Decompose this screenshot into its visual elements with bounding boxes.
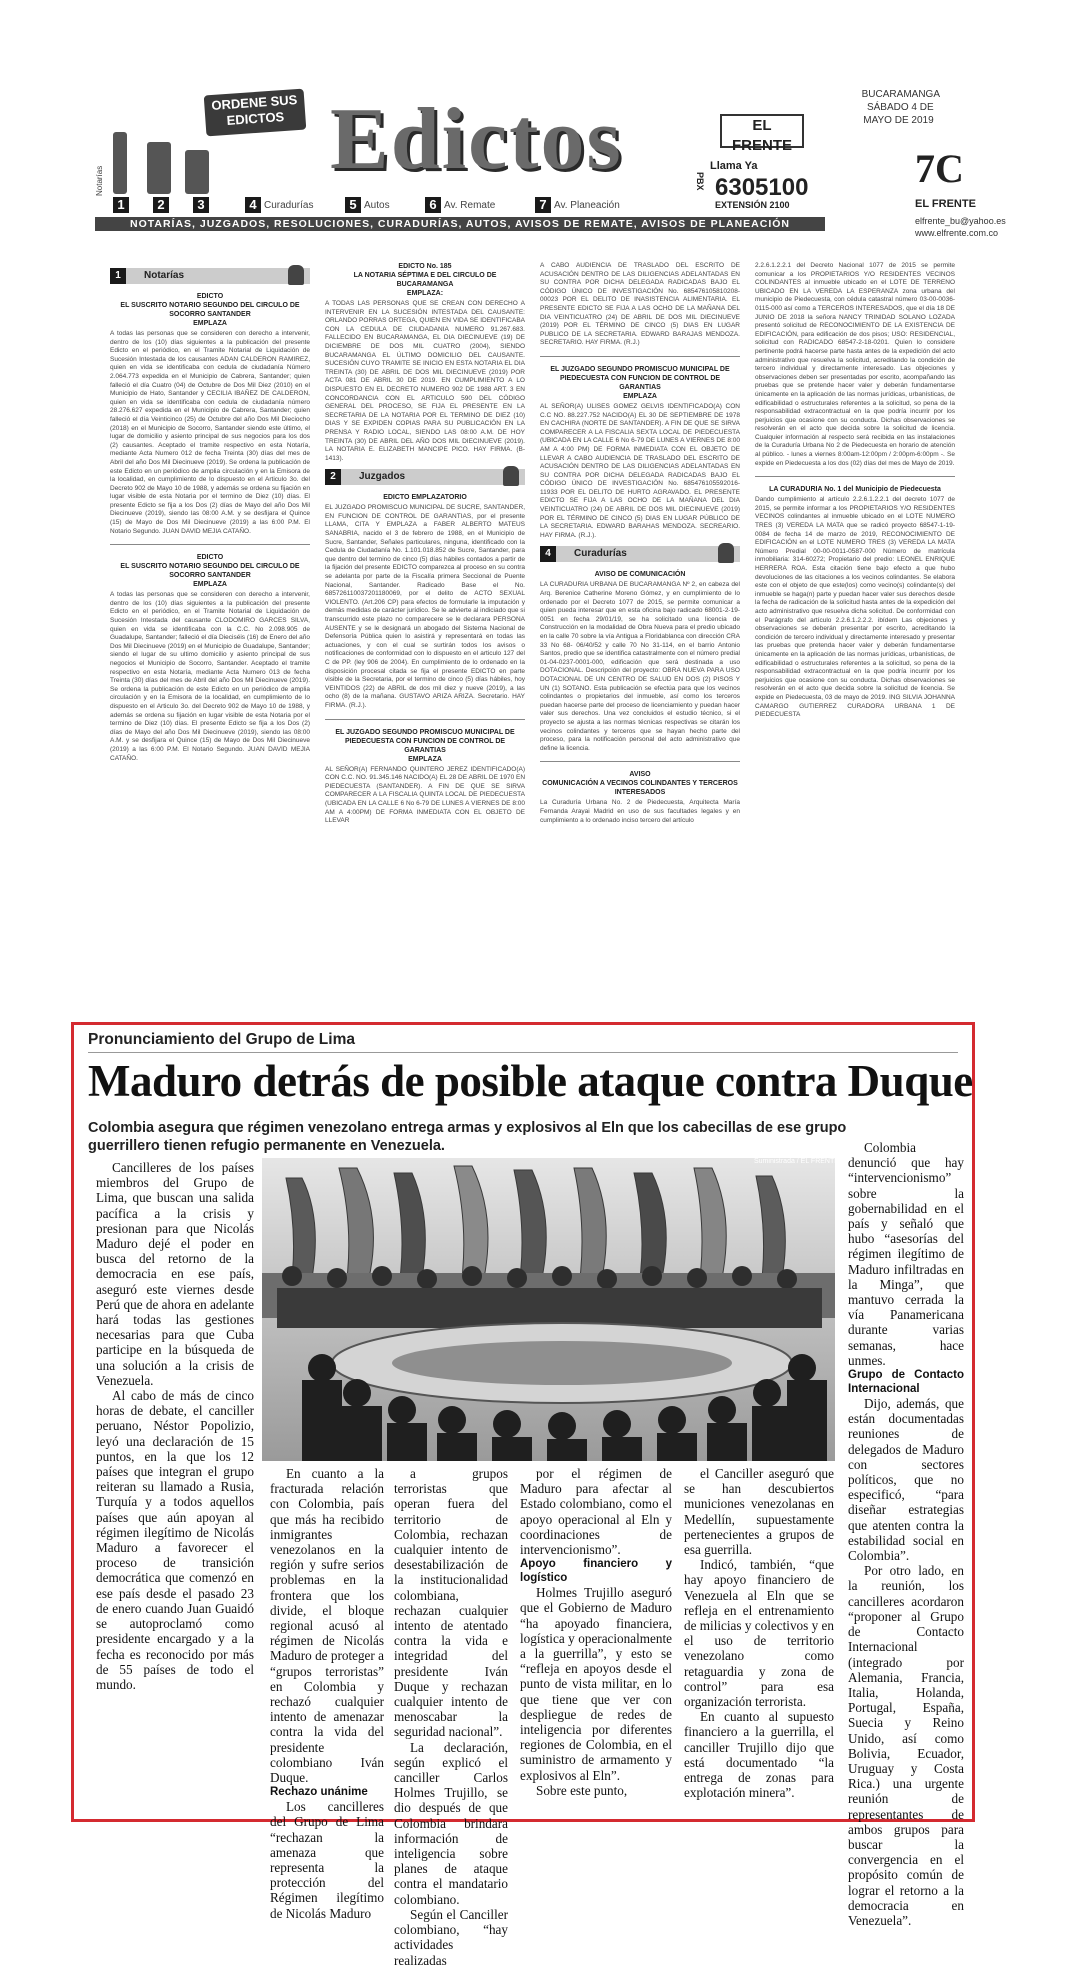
notices-column-3 bbox=[540, 262, 740, 1014]
notices-column-1 bbox=[110, 262, 310, 1014]
judge-icon bbox=[503, 466, 519, 486]
article-kicker: Pronunciamiento del Grupo de Lima bbox=[88, 1031, 355, 1048]
notice-body: EL JUZGADO PROMISCUO MUNICIPAL DE SUCRE, SANTANDER, EN FUNCION DE CONTROL DE GARANTIAS, por el presente LLAMA, CITA Y EMPLAZA a FABER ALBERTO MATEUS SANABRIA, nacido el 3 de febrero de 1988, en el Municipio de Sucre, Santander, Señales particulares, ninguna, identificado con la Cedula de Ciudadanía No. 1.101.018.852 de Sucre, Santander, para que dentro del termino de cinco (5) días hábiles contados a partir de la fijación del presente EDICTO comparezca al proceso en su contra se adelanta por parte de la Fiscalía primera Seccional de Puente Nacional, Santander. Radicado Base el No. 685726110037201180069, por el delito de ACTO SEXUAL VIOLENTO. (Art.206 CP) para efectos de formularle la imputación y demás medidas de carácter jurídico. Se le advierte al indiciado que si transcurrido este plazo no comparecere se le declarara PERSONA AUSENTE y se le designará un abogado del Sistema Nacional de Defensoría Pública quien lo asistirá y representará en todas las actuaciones, y con el cual se surtirán todos los avisos o notificaciones de conformidad con lo dispuesto en el articulo 127 del C de PP. (ley 906 de 2004). En cumplimiento de lo ordenado en la disposición procesal citada se fija el presente EDICTO en parte visible de la Secretaria, por el termino de cinco (5) días hábiles, hoy VEINTIDOS (22) de ABRIL de dos mil diez y nueve (2019), a las ocho (8) de la mañana. GUSTAVO ARIZA ARIZA. Secretario. HAY FIRMA. (R.J.). bbox=[325, 504, 525, 709]
paragraph: Cancilleres de los países miembros del Grupo de Lima, que buscan una salida pacífica a la crisis y presionan para que Nicolás Maduro dejé el poder en busca del retorno de la democracia en ese país, aseguró este viernes desde Perú que de ahora en adelante hará todas las gestiones necesarias para que Cuba participe en la búsqueda de una solución a la crisis de Venezuela. bbox=[96, 1160, 254, 1388]
notice-body: AL SEÑOR(A) ULISES GOMEZ GELVIS IDENTIFICADO(A) CON C.C NO. 88.227.752 NACIDO(A) EL 30 DE SEPTIEMBRE DE 1978 EN CACHIRA (NORTE DE SANTANDER). A FIN DE QUE SE SIRVA COMPARECER A LA FISCALIA SEXTA LOCAL DE PIEDECUESTA (UBICADA EN LA CALLE 6 No 6-79 DE LUNES A VIERNES DE 8:00 AM A 4:00 PM) DE FORMA INMEDIATA CON EL OBJETO DE LLEVAR A CABO AUDIENCIA DE TRASLADO DEL ESCRITO DE ACUSACIÓN DENTRO DE LAS DILIGENCIAS ADELANTADAS EN SU CONTRA POR DICHA DELEGADA RADICADAS BAJO EL CÓDIGO ÚNICO DE INVESTIGACIÓN No. 685476105592016-11933 POR EL DELITO DE HURTO AGRAVADO. EL PRESENTE EDICTO SE FIJA A LAS OCHO DE LA MAÑANA DEL DIA VEINTICUATRO (24) DE ABRIL DE DOS MIL DIECINUEVE (2019) POR EL TÉRMINO DE CINCO (5) DIAS EN LUGAR PÚBLICO DE LA SECRETARIA. EDWARD BARAHAS MENDOZA. SECREARIO. HAY FIRMA. (R.J.). bbox=[540, 402, 740, 539]
notice-body: A TODAS LAS PERSONAS QUE SE CREAN CON DERECHO A INTERVENIR EN LA SUCESIÓN INTESTADA DEL CAUSANTE: ORLANDO PORRAS ORTEGA, QUIEN EN VIDA SE IDENTIFICABA CON LA CEDULA DE CIUDADANIA NUMERO 91.267.683. FALLECIDO EN BUCARAMANGA, EL DIA DIECINUEVE (19) DE DICIEMBRE DE DOS MIL CUATRO (2004), SIENDO BUCARAMANGA EL ÚLTIMO DOMICILIO DEL CAUSANTE. SUCESIÓN CUYO TRAMITE SE INICIO EN ESTA NOTARIA EL DIA TREINTA (30) DE ABRIL DE DOS MIL DIECINUEVE (2019) POR ACTA 081 DE ABRIL 30 DE 2019. EN CUMPLIMIENTO A LO DISPUESTO EN EL DECRETO NUMERO 902 DE 1988 ART. 3 EN CONCORDANCIA CON EL ARTICULO 590 DEL CÓDIGO GENERAL DEL PROCESO, SE FIJA EL PRESENTE EN LA SECRETARIA DE LA NOTARIA POR EL TERMINO DE DIEZ (10) DIAS Y SE EXPIDEN COPIAS PARA SU PUBLICACIÓN EN LA PRENSA Y RADIO LOCAL, SIENDO LAS 08:00 A.M. DE HOY TREINTA (30) DE ABRIL DEL AÑO DOS MIL DIECINUEVE (2019). LA NOTARIA E. ELIZABETH MANCIPE PICO. HAY FIRMA. (B-1413). bbox=[325, 300, 525, 462]
paragraph: Colombia denunció que hay “intervencionismo” sobre la gobernabilidad en el país y señaló que hubo “asesorías del régimen ilegítimo de Maduro infiltradas en la Minga”, que mantuvo cerrada la vía Panamericana durante varias semanas, hace unmes. bbox=[848, 1140, 964, 1368]
subhead: Apoyo financiero y logístico bbox=[520, 1558, 672, 1585]
notice-body: La Curaduría Urbana No. 2 de Piedecuesta, Arquitecta María Fernanda Arayai Madrid en uso de sus facultades legales y en cumplimiento a lo ordenado inciso tercero del artículo bbox=[540, 799, 740, 824]
notary-stamp-icon bbox=[288, 265, 304, 285]
el-frente-logo: EL FRENTE bbox=[720, 114, 804, 148]
city: BUCARAMANGA bbox=[861, 89, 940, 100]
phone-number: 6305100 bbox=[715, 174, 809, 201]
article-column-3 bbox=[394, 1466, 508, 1968]
notice-title: AVISO COMUNICACIÓN A VECINOS COLINDANTES Y TERCEROS INTERESADOS bbox=[542, 771, 738, 797]
paragraph: En cuanto al supuesto financiero a la guerrilla, el canciller Trujillo dijo que está documentado “la entrega de zonas para explotación minera”. bbox=[684, 1709, 834, 1801]
publication-name: EL FRENTE bbox=[915, 198, 976, 210]
article-column-1 bbox=[96, 1160, 254, 1810]
section-header-notarias: 1 Notarías bbox=[110, 268, 310, 284]
notice-title: EL JUZGADO SEGUNDO PROMISCUO MUNICIPAL DE PIEDECUESTA CON FUNCION DE CONTROL DE GARANTIAS EMPLAZA bbox=[335, 728, 515, 763]
contact-info bbox=[915, 215, 1006, 239]
notice-title: AVISO DE COMUNICACIÓN bbox=[594, 571, 686, 579]
article-headline: Maduro detrás de posible ataque contra Duque bbox=[88, 1056, 973, 1106]
date: SÁBADO 4 DE MAYO DE 2019 bbox=[863, 102, 934, 126]
paragraph: Por otro lado, en la reunión, los cancilleres acordaron “proponer al Grupo de Contacto Internacional (integrado por Alemania, Francia, Italia, Holanda, Portugal, España, Suecia y Reino Unido, así como Bolivia, Ecuador, Uruguay y Costa Rica.) una urgente reunión de representantes de ambos grupos para buscar la convergencia en el propósito común de lograr el retorno a la democracia en Venezuela”. bbox=[848, 1563, 964, 1928]
paragraph: En cuanto a la fracturada relación con Colombia, país que más ha recibido inmigrantes venezolanos en la región y sufre serios problemas en la frontera que los divide, el bloque regional acusó al régimen de Nicolás Maduro de proteger a “grupos terroristas” en Colombia y rechazó cualquier intento de amenazar contra la vida del presidente colombiano Iván Duque. bbox=[270, 1466, 384, 1786]
category-autos: 5 Autos bbox=[345, 196, 390, 214]
category-planeacion: 7 Av. Planeación bbox=[535, 196, 620, 214]
paragraph: el Canciller aseguró que se han descubiertos municiones venezolanas en Medellín, supuestamente pertenecientes a grupos de esa guerrilla. bbox=[684, 1466, 834, 1558]
call-label: Llama Ya bbox=[710, 160, 758, 172]
notice-title: EDICTO EL SUSCRITO NOTARIO SEGUNDO DEL CIRCULO DE SOCORRO SANTANDER EMPLAZA bbox=[120, 554, 300, 589]
category-remate: 6 Av. Remate bbox=[425, 196, 495, 214]
paragraph: La declaración, según explicó el canciller Carlos Holmes Trujillo, se dio después de que Colombia brindara información de inteligencia sobre planes de ataque contra el mandatario colombiano. bbox=[394, 1739, 508, 1907]
email-link[interactable]: elfrente_bu@yahoo.es bbox=[915, 216, 1006, 226]
category-resoluciones: 3 bbox=[193, 196, 212, 214]
photo-credit: Suministrada / EL FRENTE bbox=[754, 1158, 839, 1165]
notice-body: A todas las personas que se consideren con derecho a intervenir, dentro de los (10) días siguientes a la publicación del presente Edicto en el periódico, en el Tramite Notarial de Liquidación de Sucesión Intestada de los causantes ADAN CALDERON RAMIREZ, quien en vida se identificaba con cedula de ciudadanía Número 2.064.773 expedida en el Municipio de Cabrera, Santander; quien falleció el día Cuatro (04) de Octubre de Dos Mil Diez (2010) en el Municipio de Hato, Santander y CECILIA IBAÑEZ DE CALDERON, quien en vida se identificaba con cedula de ciudadanía número 28.276.627 expedida en el Municipio de Cabrera, Santander; quien falleció el día Veinticinco (25) de Octubre del año Dos Mil Dieciocho (2018) en el Municipio de Socorro, Santander siendo este último, el lugar de domicilio y asiento principal de sus negocios para los dos (2) causantes. Aceptado el tramite respectivo en esta Notaría, mediante Acta Numero 012 de fecha Treinta (30) días del mes de Abril del año Dos Mil Diecinueve (2019). Se ordena la publicación de este Edicto en un periódico de amplia circulación y en la Emisora de la localidad, en cumplimiento de lo dispuesto en el Articulo 3o. del Decreto 902 de Mayo 10 de 1988, y además se ordena su fijación en lugar visible de esta Notaria por el termino de Diez (10) días. El presente Edicto se fija a los Dos (2) días de Mayo del año Dos Mil Diecinueve (2019), siendo las 08:00 A.M. y se desfijara el Quince (15) de Mayo de Dos Mil Diecinueve (2019) a las 6:00 P.M. El Notario Segundo. JUAN DAVID MEJIA CATAÑO. bbox=[110, 330, 310, 535]
page-number: 7C bbox=[915, 146, 964, 191]
notice-body: Dando cumplimiento al artículo 2.2.6.1.2.2.1 del decreto 1077 de 2015, se permite informar a los PROPIETARIOS Y/O RESIDENTES VECINOS colindantes al inmueble ubicado en el LOTE NUMERO TRES (3) VEREDA LA MATA que se radicó proyecto 68547-1-19-0084 de fecha 14 de marzo de 2019, RECONOCIMIENTO DE EDIFICACIÓN en el LOTE NUMERO TRES (3) VEREDA LA MATA Número Predial 00-00-0011-0587-000 Número de matrícula inmobiliaria: 314-60272; Propietario del predio: LEONEL ENRIQUE HERRERA ROA. Esta citación tiene bajo efecto a que hubo devoluciones de las citaciones a los vecinos colindantes. Se elabora este con el objeto de que este(los) como vecino(s) colindante(s) del inmueble se haga(n) parte y puedan hacer valer sus derechos desde la fecha de radicación de la solicitud hasta antes de la expedición del acto administrativo que resuelva dicha solicitud. De conformidad con el Parágrafo del artículo 2.2.6.1.2.2.2. ibídem Las objeciones y observaciones se deberán presentar por escrito, acreditando la condición de tercero individual y directamente interesado y presentar las pruebas que pretenda hacer valer y deberán fundamentarse únicamente en la aplicación de las normas jurídicas, urbanísticas, de edificabilidad o estructurales referentes a la solicitud, so pena de la responsabilidad extracontractual en la que podría incurrir por los perjuicios que ocasione con su conducta. Dichas observaciones se resolverán en el acto que decida sobre la solicitud de licencia. Se expide en Piedecuesta, 03 de mayo de 2019. ING SILVIA JOHANNA CAMARGO GUTIERREZ CURADORA URBANA 1 DE PIEDECUESTA bbox=[755, 496, 955, 719]
notice-body: AL SEÑOR(A) FERNANDO QUINTERO JEREZ IDENTIFICADO(A) CON C.C. NO. 91.345.146 NACIDO(A) EL 28 DE ABRIL DE 1970 EN PIEDECUESTA (SANTANDER). A FIN DE QUE SE SIRVA COMPARECER A LA FISCALIA QUINTA LOCAL DE PIEDECUESTA (UBICADA EN LA CALLE 6 No 6-79 DE LUNES A VIERNES DE 8:00 AM A 4:00PM) DE FORMA INMEDIATA CON EL OBJETO DE LLEVAR bbox=[325, 765, 526, 825]
order-edicts-badge: ORDENE SUS EDICTOS bbox=[204, 89, 307, 137]
notice-body: 2.2.6.1.2.2.1 del Decreto Nacional 1077 de 2015 se permite comunicar a los PROPIETARIOS Y/O RESIDENTES VECINOS COLINDANTES al inmueble ubicado en el LOTE DE TERRENO UBICADO EN LA VEREDA LA ESPERANZA zona urbana del municipio de Piedecuesta, con cédula catastral número 03-00-0036-0115-000 así como a TERCEROS INTERESADOS, que el día 18 DE JUNIO DE 2018 la señora NANCY TRINIDAD SOLANO LOZADA presentó solicitud de RECONOCIMIENTO DE LA EXISTENCIA DE EDIFICACIÓN, para edificación de dos pisos; USO: RESIDENCIAL, solicitud con RADICADO 68547-2-18-0201. Quien lo considere pertinente podrá hacerse parte hasta antes de la expedición del acto administrativo que resuelva la solicitud, acreditando la condición de tercero individual y directamente interesado. Las objeciones y observaciones deben ser presentadas por escrito, acompañando las pruebas que se pretende hacer valer y deberán fundamentarse únicamente en la aplicación de las normas jurídicas, urbanísticas, de edificabilidad o estructurales referentes a la solicitud, so pena de la responsabilidad extracontractual en la que podría incurrir por los perjuicios que ocasione con su conducta. Dichas observaciones se resolverán en el acto que decida sobre la solicitud de licencia. Cualquier información al respecto será recibida en las instalaciones de la Curaduría Urbana No 2 de Piedecuesta en horario de atención al público. - lunes a viernes 8:00am-12:00pm / 2:00pm-6:00pm -. Se expide en Piedecuesta a los dos (02) días del mes de Mayo de 2019. bbox=[755, 262, 955, 467]
paragraph: a grupos terroristas que operan fuera del territorio de Colombia, rechazan cualquier intento de desestabilización de la institucionalidad colombiana, rechazan cualquier intento de atentado contra la vida e integridad del presidente Iván Duque y rechazan cualquier intento de menoscabar la seguridad nacional”. bbox=[394, 1466, 508, 1740]
notarias-vertical-label: Notarías bbox=[95, 165, 104, 196]
paragraph: Holmes Trujillo aseguró que el Gobierno de Maduro “ha apoyado financiera, logística y operacionalmente a la guerrilla”, y esto se “refleja en apoyos desde el punto de vista militar, en lo que tiene que ver con despliegue de redes de inteligencia por diferentes regiones de Colombia, en el suministro de armamento y explosivos al Eln”. bbox=[520, 1585, 672, 1783]
paragraph: por el régimen de Maduro para afectar al Estado colombiano, como el apoyo operacional al Eln y coordinaciones de intervencionismo”. bbox=[520, 1466, 672, 1558]
section-header-curadurias: 4 Curadurías bbox=[540, 546, 740, 562]
paragraph: Según el Canciller colombiano, “hay actividades realizadas bbox=[394, 1906, 508, 1968]
subhead: Grupo de Contacto Internacional bbox=[848, 1369, 964, 1396]
category-notarias: 1 bbox=[113, 196, 132, 214]
paragraph: Dijo, además, que están documentadas reuniones de delegados de Maduro con sectores políticos, que no especificó, “para diseñar estrategias que atenten contra la estabilidad social en Colombia”. bbox=[848, 1396, 964, 1564]
categories-band: NOTARÍAS, JUZGADOS, RESOLUCIONES, CURADURÍAS, AUTOS, AVISOS DE REMATE, AVISOS DE PLANEACIÓN bbox=[95, 217, 825, 231]
notices-column-4 bbox=[755, 262, 955, 1014]
website-link[interactable]: www.elfrente.com.co bbox=[915, 228, 999, 238]
court-pillar-icon bbox=[147, 142, 171, 194]
notice-title: EDICTO No. 185 LA NOTARIA SÉPTIMA E DEL CIRCULO DE BUCARAMANGA EMPLAZA: bbox=[353, 263, 497, 297]
phone-extension: EXTENSIÓN 2100 bbox=[715, 200, 790, 210]
section-header-juzgados: 2 Juzgados bbox=[325, 469, 525, 485]
notary-pillar-icon bbox=[113, 132, 127, 194]
article-column-2 bbox=[270, 1466, 384, 1921]
pbx-label: PBX bbox=[695, 172, 705, 191]
meeting-photo bbox=[262, 1158, 835, 1461]
notice-title: EDICTO EL SUSCRITO NOTARIO SEGUNDO DEL CIRCULO DE SOCORRO SANTANDER EMPLAZA bbox=[120, 293, 300, 327]
meeting-photo-illustration bbox=[262, 1158, 835, 1461]
notice-body: LA CURADURIA URBANA DE BUCARAMANGA Nº 2, en cabeza del Arq. Berenice Catherine Moreno Gómez, y en cumplimiento de lo ordenado por el Decreto 1077 de 2015, se permite comunicar a quien pueda interesar que en esta oficina bajo radicado 68001-2-19-0051 en fecha 29/01/19, se ha solicitado una licencia de Construcción en la modalidad de Obra Nueva para el predio ubicado en la calle 70 sobre la vía Antigua a Floridablanca con dirección CRA 33 No 68- 06/40/52 y calle 70 No 31-114, en el barrio Antonio Santos, predio que se identifica catastralmente con el número predial 01-04-0237-0001-000, edificación que será destinada a uso DOTACIONAL. Descripción del proyecto: OBRA NUEVA PARA USO DOTACIONAL DE UN CENTRO DE SALUD EN DOS (2) PISOS Y UN (1) SOTANO. Esta publicación se efectúa para que los vecinos colindantes o propietarios del inmueble, así como los terceros puedan hacerse parte del proceso de licenciamiento y puedan hacer valer sus derechos. Una vez concluidos el estudio técnico, si el proyecto se ajusta a las normas técnicas respectivas se citarán los vecinos colindantes y terceros que se hayan hecho parte del proceso, para la notificación personal del acto administrativo que define la licencia. bbox=[540, 581, 740, 752]
resolution-pillar-icon bbox=[185, 150, 209, 194]
kicker-rule bbox=[88, 1052, 958, 1053]
paragraph: Los cancilleres del Grupo de Lima “rechazan la amenaza que representa la protección del Régimen ilegítimo de Nicolás Maduro bbox=[270, 1799, 384, 1921]
building-icon bbox=[718, 543, 734, 563]
category-juzgados: 2 bbox=[153, 196, 172, 214]
masthead bbox=[95, 92, 825, 232]
article-column-6 bbox=[848, 1076, 964, 1928]
notice-title: LA CURADURIA No. 1 del Municipio de Piedecuesta bbox=[769, 486, 941, 494]
article-deck: Colombia asegura que régimen venezolano entrega armas y explosivos al Eln que los cabecillas de ese grupo guerrillero tienen refugio permanente en Venezuela. bbox=[88, 1120, 847, 1154]
notices-column-2 bbox=[325, 262, 525, 1014]
notice-body: A todas las personas que se consideren con derecho a intervenir, dentro de los (10) días siguientes a la publicación del presente Edicto en el periódico, en el Tramite Notarial de Liquidación de Sucesión Intestada del causante CLODOMIRO GARCES SILVA, quien en vida se identificaba con la C.C. No 2.098.905 de Guadalupe, Santander; falleció el día Dieciséis (16) de Enero del año Dos Mil Diecinueve (2019) en el Municipio de Guadalupe, Santander; siendo el lugar de su ultimo domicilio y asiento principal de sus negocios el Municipio de Socorro, Santander. Aceptado el tramite respectivo en esta Notaría, mediante Acta Numero 013 de fecha Treinta (30) días del mes de Abril del año Dos Mil Diecinueve (2019). Se ordena la publicación de este Edicto en un periódico de amplia circulación y en la Emisora de la localidad, en cumplimiento de lo dispuesto en el Articulo 3o. del Decreto 902 de Mayo 10 de 1988, y además se ordena su fijación en lugar visible de esta Notaria por el termino de Diez (10) días. El presente Edicto se fija a los Dos (2) días de Mayo del año Dos Mil Diecinueve (2019), siendo las 08:00 A.M. y se desfijara el Quince (15) de Mayo de Dos Mil Diecinueve (2019) a las 6:00 P.M. El Notario Segundo. JUAN DAVID MEJIA CATAÑO. bbox=[110, 591, 310, 762]
section-title: Edictos bbox=[330, 91, 623, 188]
article-column-5 bbox=[684, 1466, 834, 1810]
notice-title: EL JUZGADO SEGUNDO PROMISCUO MUNICIPAL DE PIEDECUESTA CON FUNCION DE CONTROL DE GARANTIAS EMPLAZA bbox=[550, 365, 730, 400]
notice-body: A CABO AUDIENCIA DE TRASLADO DEL ESCRITO DE ACUSACIÓN DENTRO DE LAS DILIGENCIAS ADELANTADAS EN SU CONTRA POR DICHA DELEGADA RADICADAS BAJO EL CÓDIGO ÚNICO DE INVESTIGACIÓN No. 685476105810208-00023 POR EL DELITO DE INASISTENCIA ALIMENTARIA. EL PRESENTE EDICTO SE FIJA A LAS OCHO DE LA MAÑANA DEL DIA VEINTICUATRO (24) DE ABRIL DE DOS MIL DIECINUEVE (2019) POR EL TÉRMINO DE CINCO (5) DIAS EN LUGAR PUBLICO DE LA SECRETARIA. EDWARD BARAJAS MENDOZA. SECRETARIO. HAY FIRMA. (R.J.) bbox=[540, 262, 740, 347]
paragraph: Al cabo de más de cinco horas de debate, el canciller peruano, Néstor Popolizio, leyó una declaración de 15 puntos, en la que los 12 países que integran el grupo reiteran su llamado a Rusia, Turquía y a todos aquellos países que aún apoyan al régimen ilegítimo de Nicolás Maduro a favorecer el proceso de transición democrática que comenzó en ese país desde el pasado 23 de enero cuando Juan Guaidó se autoproclamó como presidente encargado y a la fecha es reconocido por más de 55 países de todo el mundo. bbox=[96, 1388, 254, 1692]
dateline bbox=[862, 88, 940, 127]
notice-title: EDICTO EMPLAZATORIO bbox=[383, 494, 467, 502]
article-column-4 bbox=[520, 1466, 672, 1810]
paragraph: Indicó, también, “que hay apoyo financiero de Venezuela al Eln que se refleja en el entrenamiento de milicias y colectivos y en el uso de territorio venezolano como retaguardia y zona de control” para esa organización terrorista. bbox=[684, 1557, 834, 1710]
subhead: Rechazo unánime bbox=[270, 1786, 368, 1799]
paragraph: Sobre este punto, bbox=[536, 1782, 628, 1798]
category-curadurias: 4 Curadurías bbox=[245, 196, 313, 214]
category-strip bbox=[95, 132, 695, 214]
